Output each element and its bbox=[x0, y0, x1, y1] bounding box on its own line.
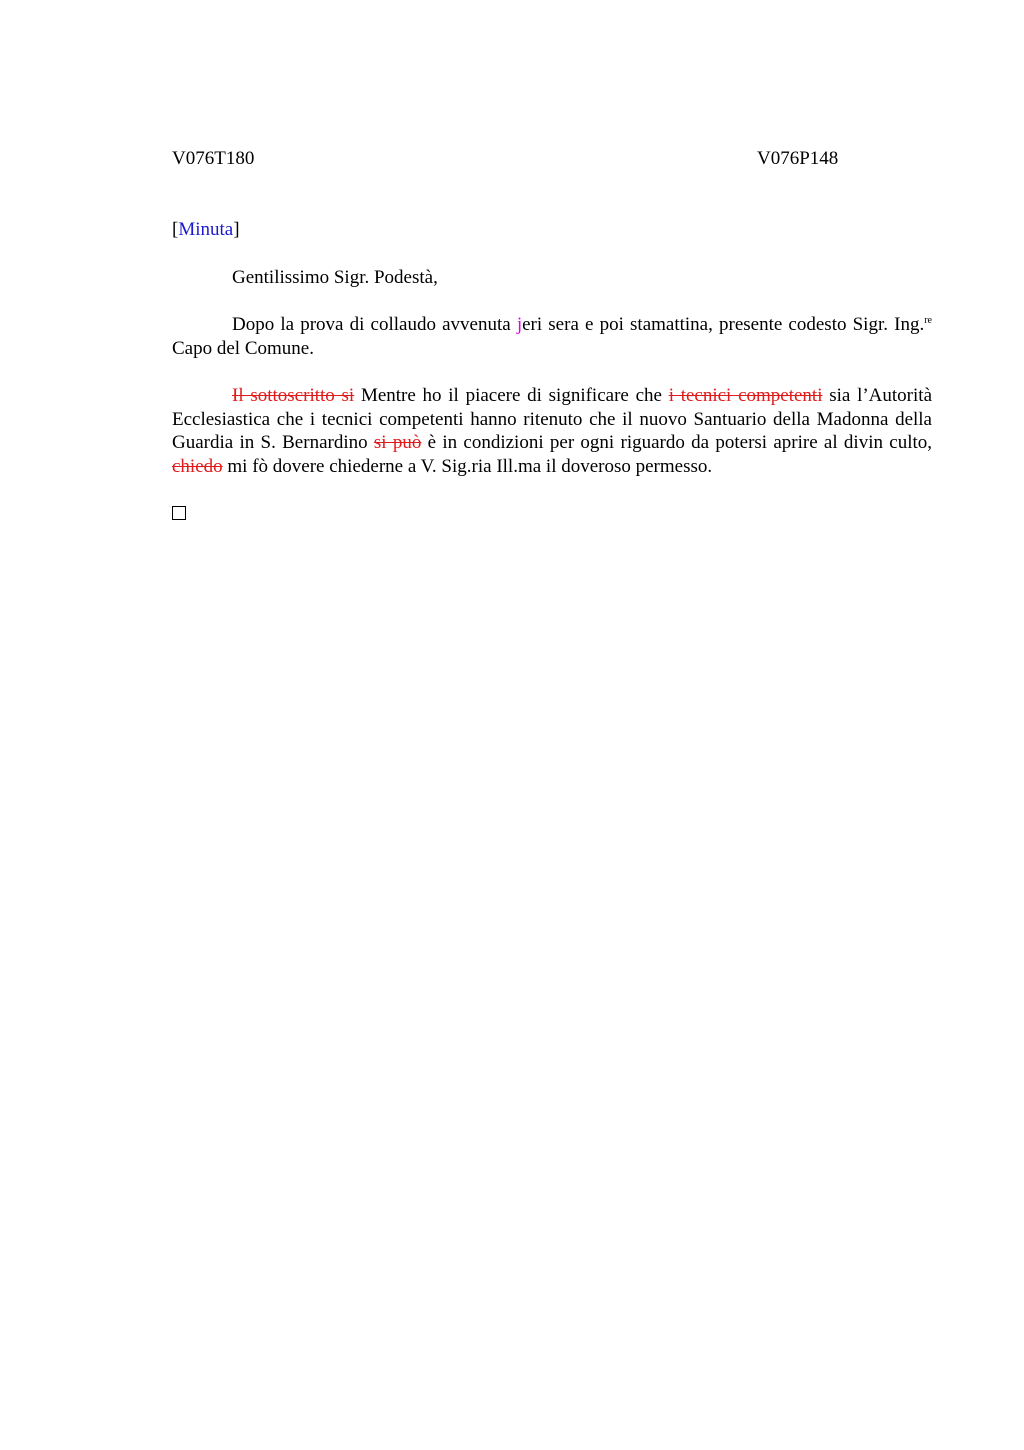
label-open-bracket: [ bbox=[172, 219, 179, 240]
document-code-left: V076T180 bbox=[172, 148, 255, 169]
paragraph-2-text-1: Mentre ho il piacere di significare che bbox=[354, 385, 669, 406]
inserted-letter: j bbox=[516, 314, 523, 335]
paragraph-1 bbox=[172, 313, 932, 360]
paragraph-1-text-c: Capo del Comune. bbox=[172, 337, 314, 359]
label-text: Minuta bbox=[178, 219, 234, 240]
label-close-bracket: ] bbox=[233, 219, 240, 240]
document-code-right: V076P148 bbox=[757, 148, 839, 169]
paragraph-2-text-4: mi fò dovere chiederne a V. Sig.ria Ill.ma il doveroso permesso. bbox=[222, 455, 713, 477]
salutation: Gentilissimo Sigr. Podestà, bbox=[232, 267, 438, 288]
paragraph-1-text-a: Dopo la prova di collaudo avvenuta bbox=[232, 314, 517, 335]
paragraph-2 bbox=[172, 384, 932, 478]
deleted-text-1: Il sottoscritto si bbox=[232, 385, 355, 406]
deleted-text-2: i tecnici competenti bbox=[668, 385, 823, 406]
paragraph-1-text-b: eri sera e poi stamattina, presente codesto Sigr. Ing. bbox=[522, 314, 925, 335]
deleted-text-3: si può bbox=[373, 432, 422, 454]
deleted-text-4: chiedo bbox=[172, 455, 223, 477]
paragraph-2-text-2: sia l’Autorità Ecclesiastica che i tecnici competenti hanno ritenuto che il nuovo Santuario della Madonna della Guardia in S. Bernardino bbox=[172, 385, 933, 454]
checkbox[interactable] bbox=[172, 506, 186, 520]
document-label bbox=[172, 218, 932, 242]
paragraph-2-text-3: è in condizioni per ogni riguardo da potersi aprire al divin culto, bbox=[421, 432, 932, 454]
superscript-abbreviation: re bbox=[924, 315, 932, 326]
